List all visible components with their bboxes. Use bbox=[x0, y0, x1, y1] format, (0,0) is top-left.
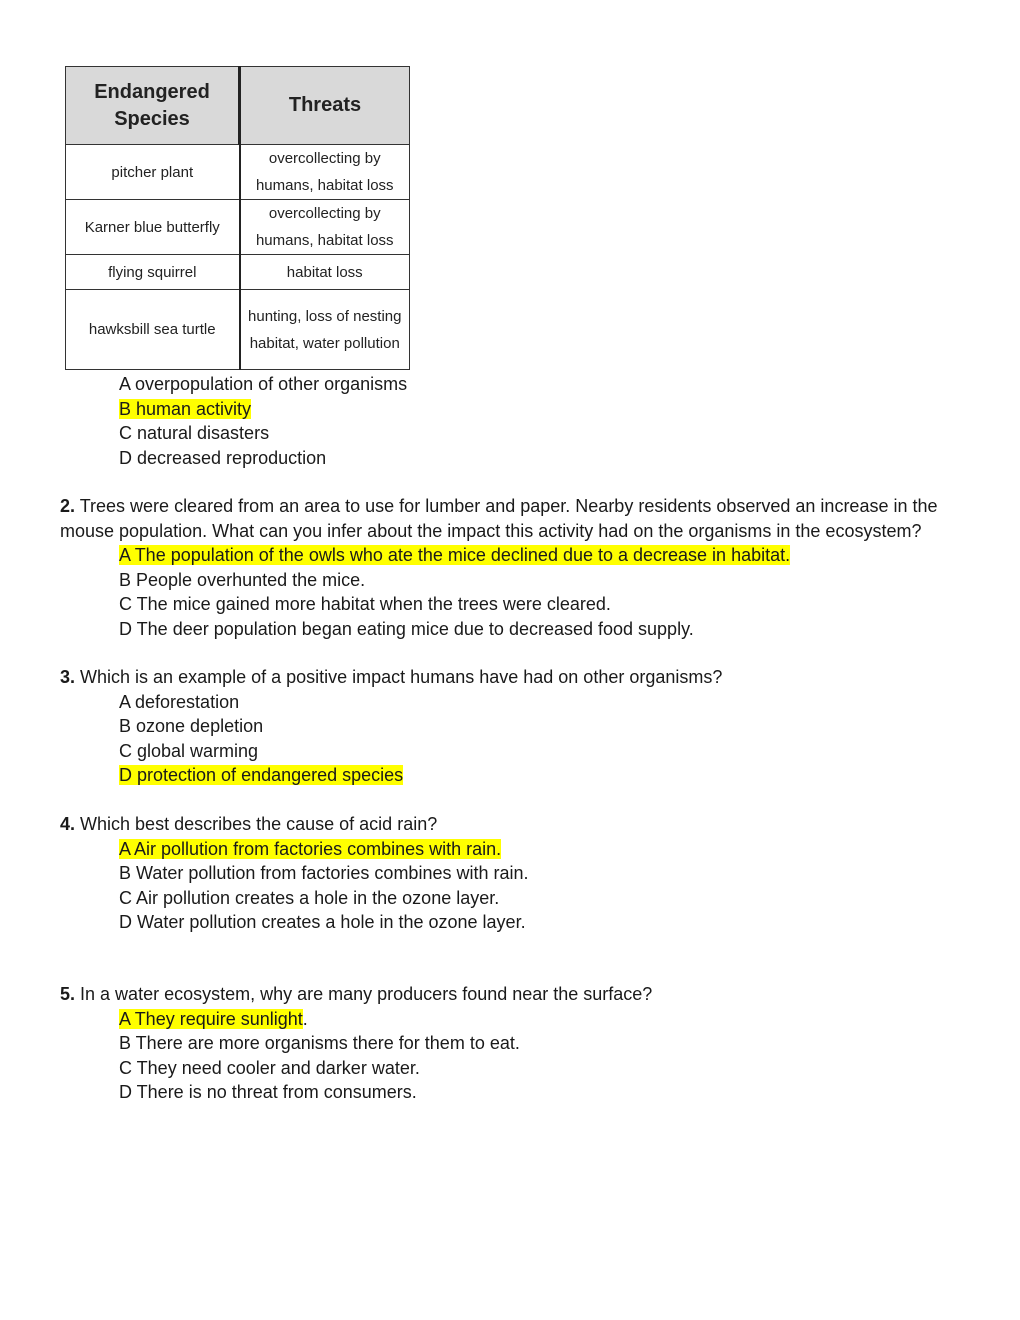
threats-cell: overcollecting by humans, habitat loss bbox=[240, 200, 410, 255]
question-3-number: 3. bbox=[60, 667, 76, 687]
question-4-option-b[interactable]: B Water pollution from factories combines with rain. bbox=[119, 863, 529, 883]
question-3-text bbox=[60, 665, 970, 690]
question-2 bbox=[60, 494, 970, 641]
table-row bbox=[66, 145, 410, 200]
question-3 bbox=[60, 665, 970, 788]
threats-cell: habitat loss bbox=[240, 255, 410, 290]
threats-cell: overcollecting by humans, habitat loss bbox=[240, 145, 410, 200]
question-5-number: 5. bbox=[60, 984, 76, 1004]
question-3-option-b[interactable]: B ozone depletion bbox=[119, 716, 264, 736]
question-5-option-a[interactable]: A They require sunlight. bbox=[119, 1008, 308, 1029]
species-cell: pitcher plant bbox=[66, 145, 240, 200]
question-4-text bbox=[60, 812, 970, 837]
question-2-option-b[interactable]: B People overhunted the mice. bbox=[119, 569, 366, 590]
question-3-option-c[interactable]: C global warming bbox=[119, 740, 259, 761]
endangered-species-table bbox=[65, 66, 410, 370]
question-1-option-b[interactable]: B human activity bbox=[119, 398, 252, 419]
question-5-option-b[interactable]: B There are more organisms there for them to eat. bbox=[119, 1033, 520, 1053]
species-cell: Karner blue butterfly bbox=[66, 200, 240, 255]
question-5-stem: In a water ecosystem, why are many producers found near the surface? bbox=[80, 984, 653, 1004]
question-3-option-d[interactable]: D protection of endangered species bbox=[119, 765, 404, 785]
threats-cell: hunting, loss of nesting habitat, water pollution bbox=[240, 290, 410, 370]
table-row bbox=[66, 290, 410, 370]
question-2-option-a[interactable]: A The population of the owls who ate the mice declined due to a decrease in habitat. bbox=[119, 545, 791, 565]
question-2-number: 2. bbox=[60, 496, 76, 516]
question-5-text bbox=[60, 982, 970, 1007]
question-5-option-c[interactable]: C They need cooler and darker water. bbox=[119, 1057, 420, 1078]
question-3-option-a[interactable]: A deforestation bbox=[119, 691, 240, 712]
question-2-option-d[interactable]: D The deer population began eating mice due to decreased food supply. bbox=[119, 618, 694, 639]
table-header-species: Endangered Species bbox=[66, 67, 240, 145]
question-1 bbox=[60, 372, 970, 470]
species-cell: hawksbill sea turtle bbox=[66, 290, 240, 370]
question-1-option-c[interactable]: C natural disasters bbox=[119, 423, 270, 443]
table-header-threats: Threats bbox=[240, 67, 410, 145]
question-5-option-d[interactable]: D There is no threat from consumers. bbox=[119, 1082, 417, 1102]
question-2-text bbox=[60, 494, 970, 543]
question-4-option-c[interactable]: C Air pollution creates a hole in the ozone layer. bbox=[119, 887, 500, 908]
question-1-option-d[interactable]: D decreased reproduction bbox=[119, 447, 327, 468]
question-5 bbox=[60, 982, 970, 1105]
question-4-number: 4. bbox=[60, 814, 76, 834]
question-3-stem: Which is an example of a positive impact humans have had on other organisms? bbox=[80, 667, 723, 687]
question-4-option-a[interactable]: A Air pollution from factories combines with rain. bbox=[119, 838, 502, 859]
table-row bbox=[66, 200, 410, 255]
question-2-stem: Trees were cleared from an area to use for lumber and paper. Nearby residents observed an increase in the mouse population. What can you infer about the impact this activity had on the organisms in the ecosystem? bbox=[60, 496, 938, 541]
question-4 bbox=[60, 812, 970, 935]
question-2-option-c[interactable]: C The mice gained more habitat when the trees were cleared. bbox=[119, 594, 611, 614]
question-4-stem: Which best describes the cause of acid rain? bbox=[80, 814, 438, 834]
table-row bbox=[66, 255, 410, 290]
question-1-option-a[interactable]: A overpopulation of other organisms bbox=[119, 374, 408, 394]
species-cell: flying squirrel bbox=[66, 255, 240, 290]
question-4-option-d[interactable]: D Water pollution creates a hole in the ozone layer. bbox=[119, 912, 526, 932]
